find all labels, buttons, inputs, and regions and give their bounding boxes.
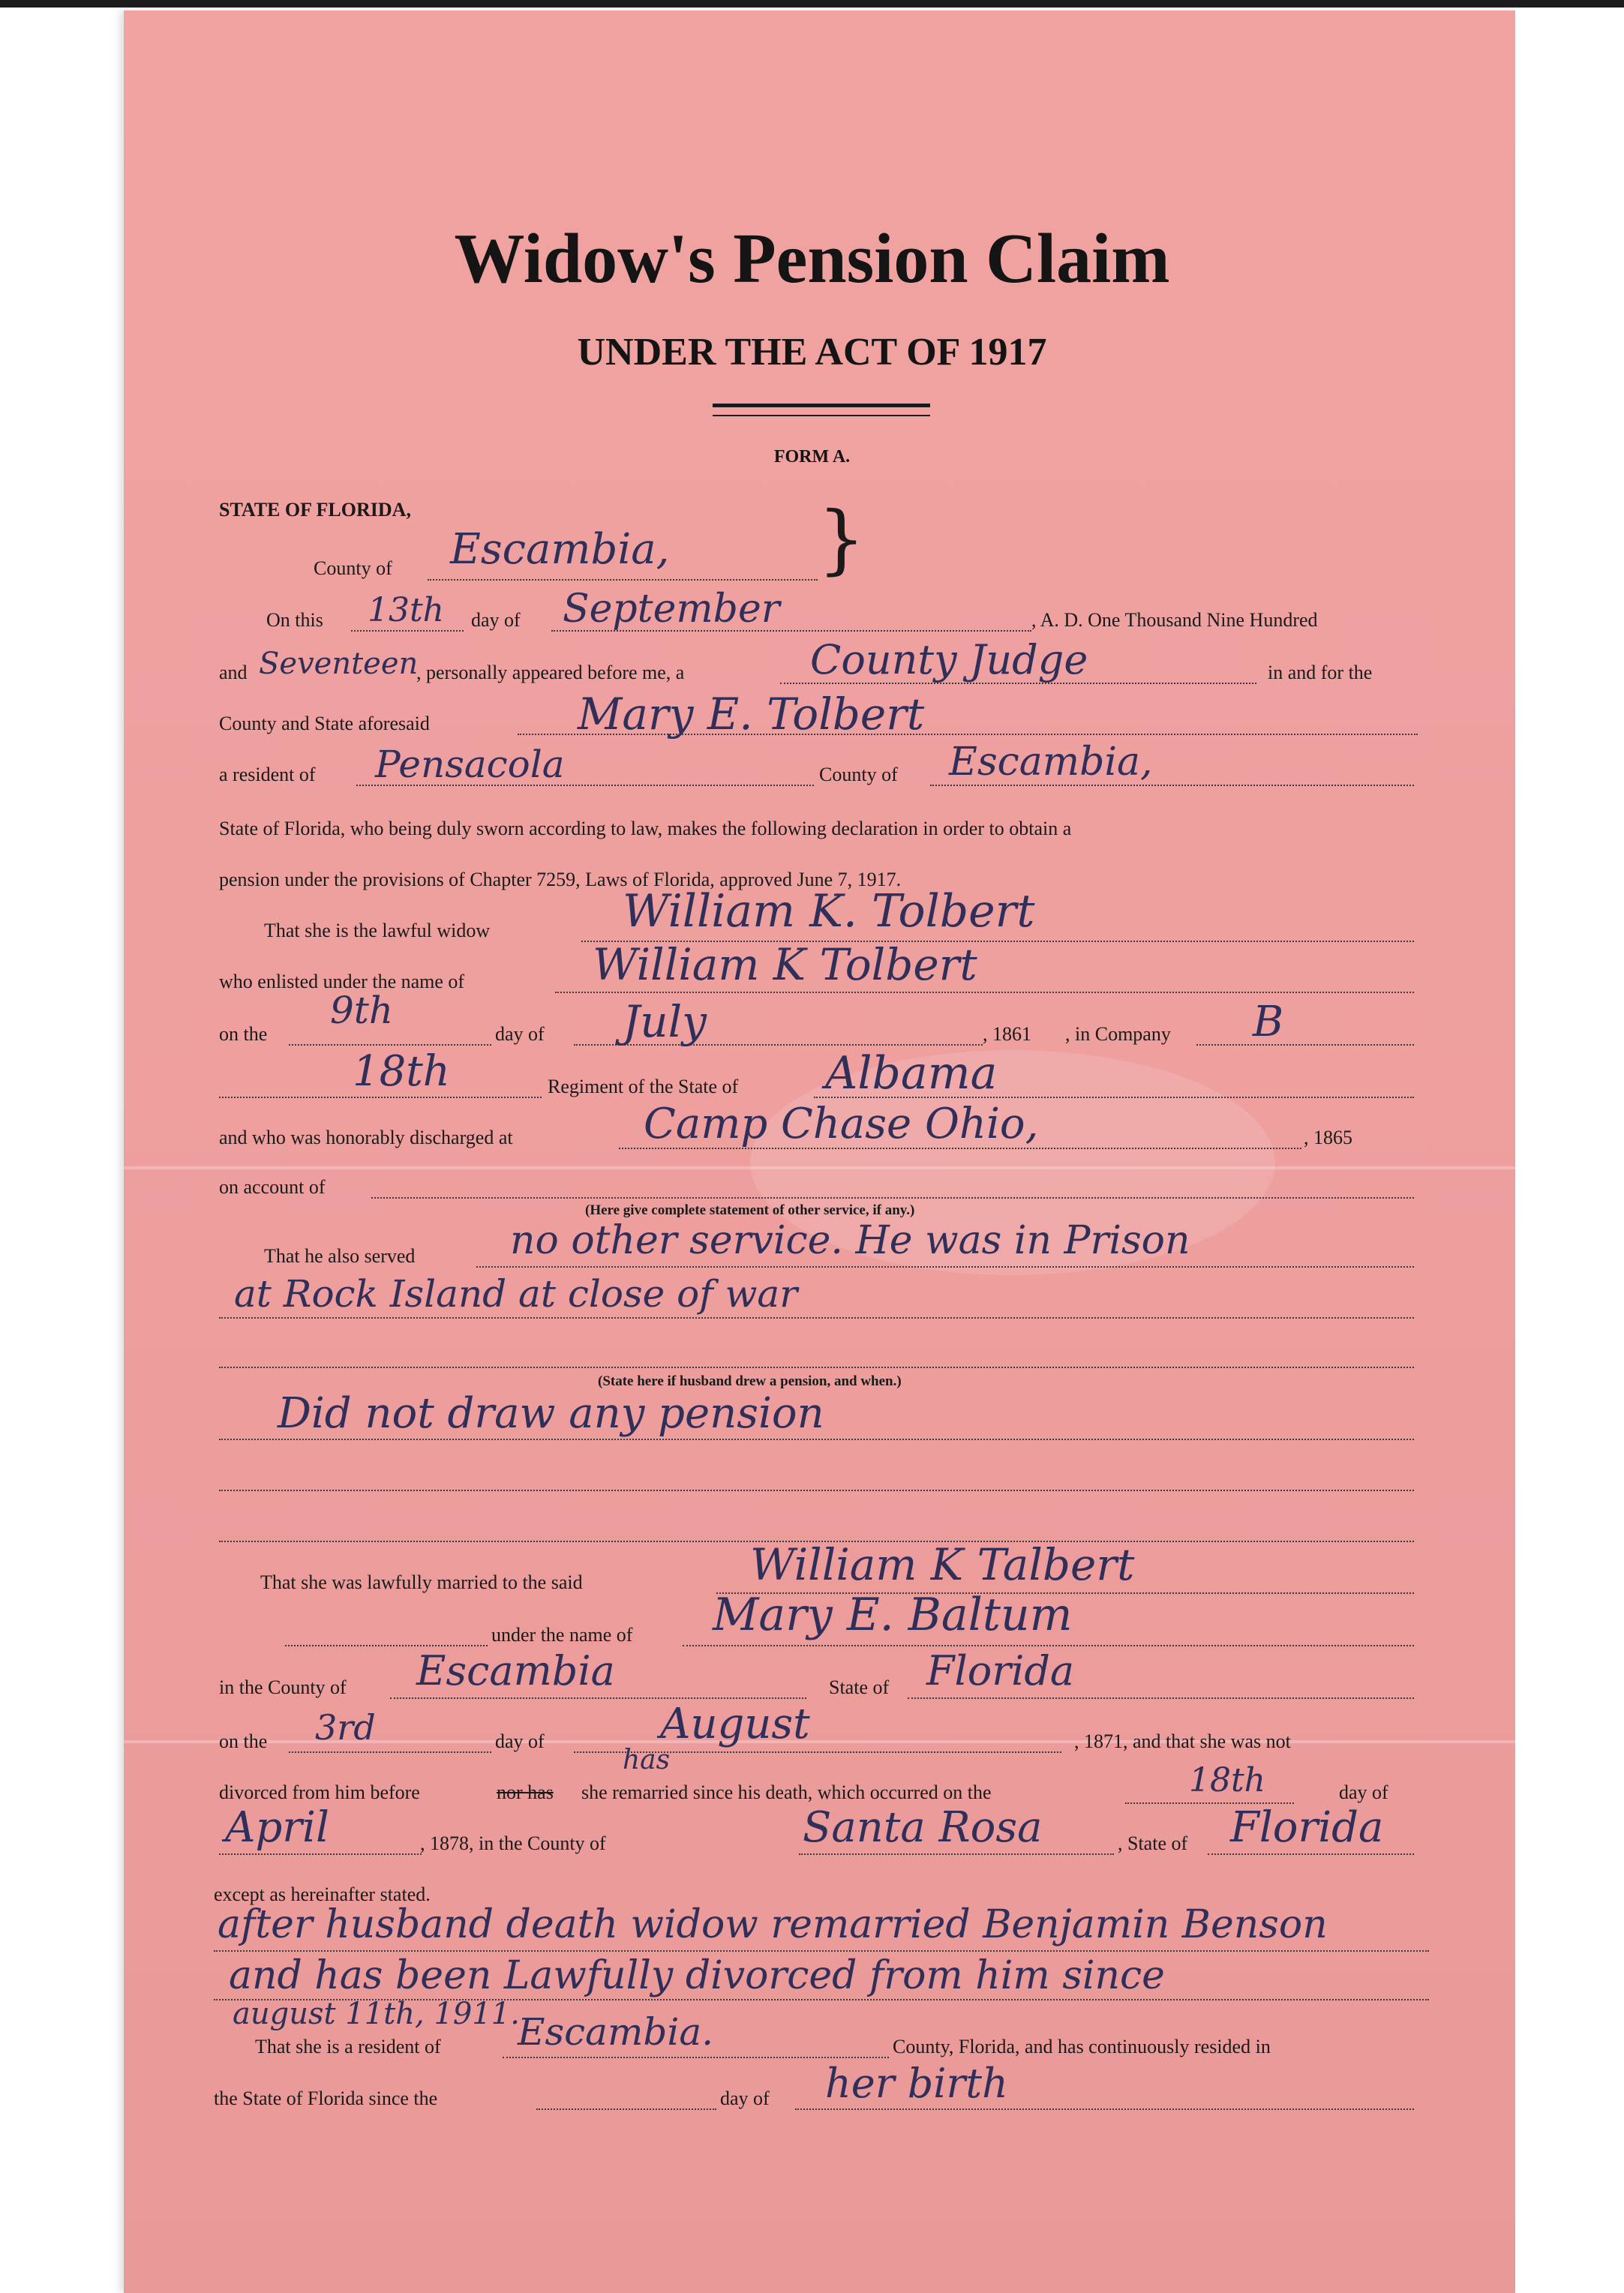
residence-county-line: [930, 785, 1414, 786]
resident-of-label: a resident of: [219, 764, 316, 785]
regiment-no-line: [219, 1097, 542, 1098]
marriage-month-value: August: [660, 1700, 810, 1748]
day-line: [351, 630, 464, 632]
other-service-line-1: [476, 1266, 1414, 1268]
remarks-value-2: and has been Lawfully divorced from him since: [229, 1953, 1165, 1998]
official-value: County Judge: [810, 636, 1088, 683]
day-of-label-5: day of: [720, 2087, 770, 2109]
year-1871-label: , 1871, and that she was not: [1074, 1730, 1291, 1752]
divider-rule: [713, 415, 930, 416]
year-1861-label: , 1861: [983, 1023, 1031, 1045]
divorced-label-2: she remarried since his death, which occurred on the: [581, 1781, 992, 1803]
day-of-label: day of: [471, 609, 521, 631]
appeared-label: , personally appeared before me, a: [416, 662, 685, 683]
company-value: B: [1253, 998, 1284, 1046]
death-month-value: April: [225, 1803, 329, 1852]
resident-county-value: Escambia.: [518, 2010, 714, 2054]
county-value: Escambia,: [450, 525, 670, 574]
pension-note: (State here if husband drew a pension, and when.): [598, 1373, 902, 1389]
enlist-month-value: July: [623, 996, 707, 1047]
under-name-label: under the name of: [491, 1624, 633, 1646]
form-subtitle: UNDER THE ACT OF 1917: [577, 331, 1047, 374]
company-line: [1196, 1044, 1414, 1046]
form-label: FORM A.: [773, 447, 851, 467]
on-account-line: [371, 1197, 1414, 1199]
pension-line-2: [219, 1490, 1414, 1491]
maiden-name-value: Mary E. Baltum: [713, 1589, 1073, 1641]
death-state-line: [1208, 1853, 1414, 1855]
scan-top-edge: [0, 0, 1624, 8]
county-label: County of: [314, 557, 392, 579]
marriage-county-line: [390, 1697, 806, 1699]
other-service-line-3: [219, 1367, 1414, 1368]
enlisted-name-value: William K Tolbert: [593, 939, 977, 990]
in-county-label: in the County of: [219, 1676, 347, 1698]
struck-words: nor has: [497, 1781, 554, 1803]
county-state-label: County and State aforesaid: [219, 713, 430, 734]
year-word-value: Seventeen: [259, 647, 419, 681]
pension-line-1: [219, 1439, 1414, 1440]
other-service-note: (Here give complete statement of other service, if any.): [585, 1202, 915, 1218]
enlist-day-line: [289, 1044, 491, 1046]
in-and-for-label: in and for the: [1268, 662, 1373, 683]
and-label: and: [219, 662, 248, 683]
pension-value: Did not draw any pension: [278, 1389, 824, 1438]
day-value: 13th: [368, 591, 445, 629]
month-value: September: [563, 587, 780, 632]
other-service-value-2: at Rock Island at close of war: [234, 1272, 798, 1316]
also-served-label: That he also served: [264, 1245, 416, 1267]
death-county-value: Santa Rosa: [803, 1803, 1043, 1852]
death-county-line: [799, 1853, 1114, 1855]
declaration-line-2: pension under the provisions of Chapter 7259, Laws of Florida, approved June 7, 1917.: [219, 869, 902, 890]
county-of-label: County of: [819, 764, 898, 785]
inserted-has: has: [623, 1745, 671, 1775]
enlisted-name-line: [555, 992, 1414, 993]
remarks-value-3: august 11th, 1911.: [233, 1997, 520, 2031]
on-account-label: on account of: [219, 1176, 326, 1198]
death-state-value: Florida: [1230, 1803, 1384, 1852]
enlisted-label: who enlisted under the name of: [219, 971, 465, 992]
discharged-label: and who was honorably discharged at: [219, 1127, 513, 1148]
declaration-line-1: State of Florida, who being duly sworn according to law, makes the following declaration in order to obtain a: [219, 818, 1072, 839]
since-day-line: [536, 2108, 716, 2110]
enlist-day-value: 9th: [330, 989, 394, 1032]
lawful-widow-label: That she is the lawful widow: [264, 920, 491, 941]
married-label: That she was lawfully married to the said: [260, 1571, 583, 1593]
maiden-name-line: [683, 1645, 1414, 1646]
on-this-label: On this: [266, 609, 323, 631]
remarks-value-1: after husband death widow remarried Benjamin Benson: [218, 1902, 1328, 1947]
state-of-label-2: , State of: [1118, 1832, 1188, 1854]
residence-value: Pensacola: [375, 743, 565, 786]
year-1878-label: , 1878, in the County of: [420, 1832, 606, 1854]
residence-county-value: Escambia,: [949, 740, 1153, 785]
divider-rule: [713, 404, 930, 407]
death-month-line: [219, 1853, 422, 1855]
discharge-place-value: Camp Chase Ohio,: [644, 1100, 1039, 1148]
regiment-state-value: Albama: [825, 1047, 998, 1100]
state-of-label: State of: [829, 1676, 890, 1698]
year-1865-label: , 1865: [1304, 1127, 1352, 1148]
form-title: Widow's Pension Claim: [454, 220, 1170, 298]
husband-value: William K. Tolbert: [623, 885, 1035, 938]
other-service-line-2: [219, 1317, 1414, 1319]
death-day-value: 18th: [1189, 1761, 1266, 1799]
marriage-state-line: [908, 1697, 1414, 1699]
regiment-no-value: 18th: [353, 1047, 450, 1096]
marriage-day-value: 3rd: [315, 1707, 376, 1748]
marriage-county-value: Escambia: [416, 1647, 615, 1694]
maiden-pre-line: [285, 1645, 488, 1646]
marriage-state-value: Florida: [926, 1647, 1075, 1694]
resident-county-line: [503, 2057, 889, 2058]
day-of-label-2: day of: [495, 1023, 545, 1045]
claimant-value: Mary E. Tolbert: [578, 689, 925, 740]
on-the-label-2: on the: [219, 1730, 268, 1752]
continuously-label: County, Florida, and has continuously resided in: [893, 2036, 1271, 2057]
day-of-label-4: day of: [1339, 1781, 1388, 1803]
marriage-day-line: [289, 1751, 491, 1753]
regiment-label: Regiment of the State of: [548, 1076, 739, 1097]
in-company-label: , in Company: [1065, 1023, 1171, 1045]
county-line: [428, 579, 818, 581]
day-of-label-3: day of: [495, 1730, 545, 1752]
ad-label: , A. D. One Thousand Nine Hundred: [1031, 609, 1318, 631]
remarks-line-1: [214, 1950, 1429, 1952]
other-service-value-1: no other service. He was in Prison: [510, 1218, 1190, 1263]
on-the-label: on the: [219, 1023, 268, 1045]
since-label: the State of Florida since the: [214, 2087, 438, 2109]
divorced-label-1: divorced from him before: [219, 1781, 420, 1803]
married-to-value: William K Talbert: [750, 1539, 1135, 1590]
fold-line: [124, 1166, 1515, 1169]
resident-label: That she is a resident of: [255, 2036, 441, 2057]
since-when-line: [795, 2108, 1414, 2110]
state-label: STATE OF FLORIDA,: [219, 499, 411, 521]
venue-brace: }: [818, 495, 866, 583]
except-label: except as hereinafter stated.: [214, 1883, 431, 1905]
since-when-value: her birth: [825, 2060, 1008, 2107]
